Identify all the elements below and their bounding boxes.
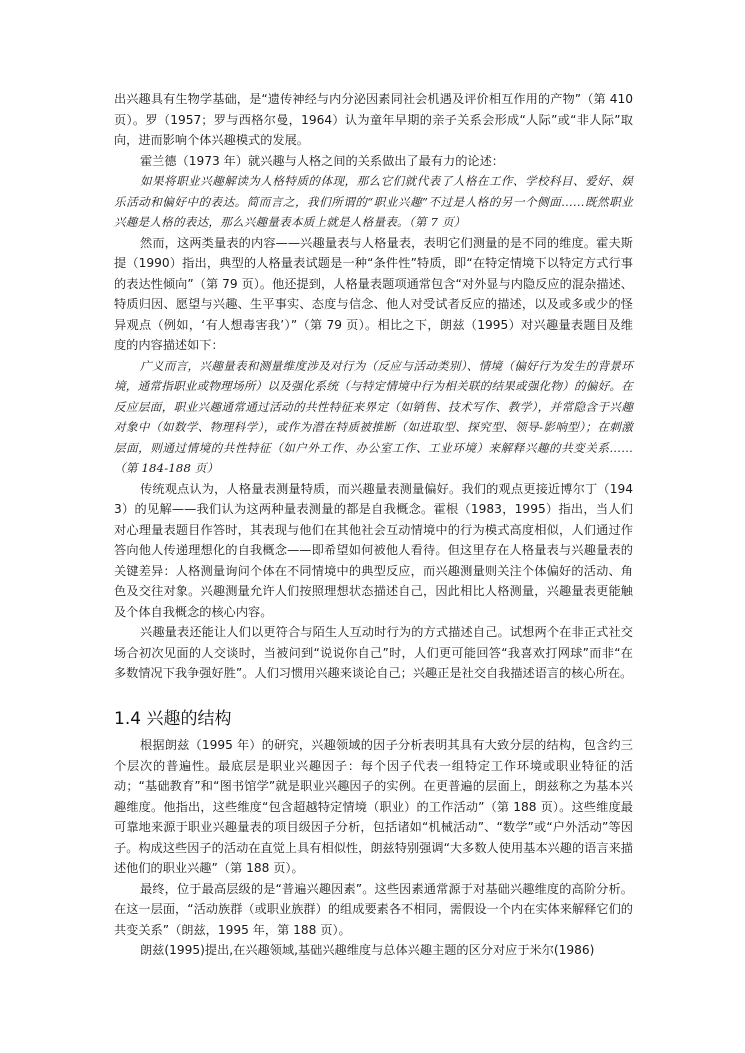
block-quote-lowman: 广义而言，兴趣量表和测量维度涉及对行为（反应与活动类别）、情境（偏好行为发生的背景环境，通常指职业或物理场所）以及强化系统（与特定情境中行为相关联的结果或强化物）的偏好。在反应层面，职业兴趣通常通过活动的共性特征来界定（如销售、技术写作、教学），并常隐含于兴趣对象中（如数学、物理科学），或作为潜在特质被推断（如进取型、探究型、领导-影响型）；在刺激层面，则通过情境的共性特征（如户外工作、办公室工作、工业环境）来解释兴趣的共变关系……（第 184-188 页）: [114, 358, 633, 475]
paragraph-lowman-meehl: 朗兹(1995)提出,在兴趣领域,基础兴趣维度与总体兴趣主题的区分对应于米尔(1986): [140, 943, 595, 957]
section-1-body: [114, 89, 633, 684]
paragraph-structure-levels: 根据朗兹（1995 年）的研究，兴趣领域的因子分析表明其具有大致分层的结构，包含约三个层次的普遍性。最底层是职业兴趣因子：每个因子代表一组特定工作环境或职业特征的活动；“基础教育”和“图书馆学”就是职业兴趣因子的实例。在更普遍的层面上，朗兹称之为基本兴趣维度。他指出，这些维度“包含超越特定情境（职业）的工作活动”（第 188 页）。这些维度最可靠地来源于职业兴趣量表的项目级因子分析，包括诸如“机械活动”、“数学”或“户外活动”等因子。构成这些因子的活动在直觉上具有相似性，朗兹特别强调“大多数人使用基本兴趣的语言来描述他们的职业兴趣”（第 188 页）。: [114, 738, 633, 875]
paragraph-self-concept: 传统观点认为，人格量表测量特质，而兴趣量表测量偏好。我们的观点更接近博尔丁（1943）的见解——我们认为这两种量表测量的都是自我概念。霍根（1983，1995）指出，当人们对心理量表题目作答时，其表现与他们在其他社会互动情境中的行为模式高度相似，人们通过作答向他人传递理想化的自我概念——即希望如何被他人看待。但这里存在人格量表与兴趣量表的关键差异：人格测量询问个体在不同情境中的典型反应，而兴趣测量则关注个体偏好的活动、角色及交往对象。兴趣测量允许人们按照理想状态描述自己，因此相比人格测量，兴趣量表更能触及个体自我概念的核心内容。: [114, 481, 633, 619]
section-heading: 1.4 兴趣的结构: [114, 709, 232, 729]
paragraph-hofstee: 然而，这两类量表的内容——兴趣量表与人格量表，表明它们测量的是不同的维度。霍夫斯提（1990）指出，典型的人格量表试题是一种“条件性”特质，即“在特定情境下以特定方式行事的表达性倾向”（第 79 页）。他还提到，人格量表题项通常包含“对外显与内隐反应的混杂描述、特质归因、愿望与兴趣、生平事实、态度与信念、他人对受试者反应的描述，以及或多或少的怪异观点（例如，‘有人想毒害我’）”（第 79 页）。相比之下，朗兹（1995）对兴趣量表题目及维度的内容描述如下：: [114, 235, 633, 352]
paragraph-general-factors: 最终，位于最高层级的是“普遍兴趣因素”。这些因素通常源于对基础兴趣维度的高阶分析。在这一层面，“活动族群（或职业族群）的组成要素各不相同，需假设一个内在实体来解释它们的共变关系”（朗兹，1995 年，第 188 页）。: [114, 881, 633, 937]
paragraph-continuation: 出兴趣具有生物学基础，是“遗传神经与内分泌因素同社会机遇及评价相互作用的产物”（第 410 页）。罗（1957；罗与西格尔曼，1964）认为童年早期的亲子关系会形成“人际”或“非人际”取向，进而影响个体兴趣模式的发展。: [114, 92, 633, 147]
section-2-body: [114, 735, 633, 961]
paragraph-holland-intro: 霍兰德（1973 年）就兴趣与人格之间的关系做出了最有力的论述：: [140, 153, 504, 168]
paragraph-social-description: 兴趣量表还能让人们以更符合与陌生人互动时行为的方式描述自己。试想两个在非正式社交场合初次见面的人交谈时，当被问到“说说你自己”时，人们更可能回答“我喜欢打网球”而非“在多数情况下我争强好胜”。人们习惯用兴趣来谈论自己；兴趣正是社交自我描述语言的核心所在。: [114, 625, 633, 680]
block-quote-holland: 如果将职业兴趣解读为人格特质的体现，那么它们就代表了人格在工作、学校科目、爱好、娱乐活动和偏好中的表达。简而言之，我们所谓的“职业兴趣”不过是人格的另一个侧面……既然职业兴趣是人格的表达，那么兴趣量表本质上就是人格量表。（第 7 页）: [114, 174, 633, 229]
